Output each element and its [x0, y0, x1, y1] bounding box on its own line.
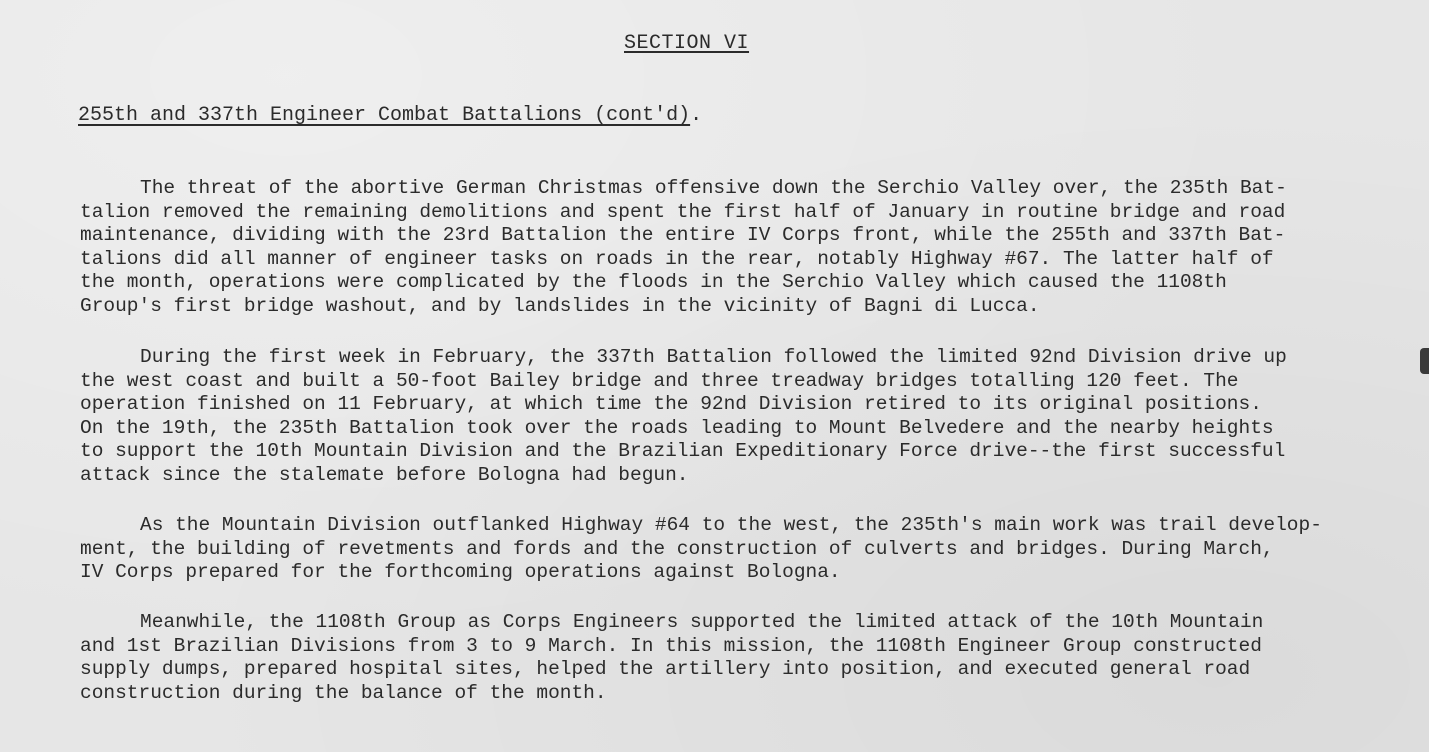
paragraph-2 — [80, 346, 1287, 487]
paragraph-line: The threat of the abortive German Christmas offensive down the Serchio Valley over, the 235th Bat- — [140, 177, 1287, 199]
paragraph-line: On the 19th, the 235th Battalion took over the roads leading to Mount Belvedere and the nearby heights — [80, 416, 1274, 439]
paragraph-line: Meanwhile, the 1108th Group as Corps Engineers supported the limited attack of the 10th Mountain — [140, 611, 1264, 633]
subheading — [78, 104, 702, 127]
section-title: SECTION VI — [624, 32, 750, 55]
paragraph-line: construction during the balance of the month. — [80, 681, 607, 704]
paragraph-line: maintenance, dividing with the 23rd Battalion the entire IV Corps front, while the 255th and 337th Bat- — [80, 224, 1286, 246]
subheading-text: 255th and 337th Engineer Combat Battalions (cont'd) — [78, 104, 691, 127]
paragraph-line: and 1st Brazilian Divisions from 3 to 9 March. In this mission, the 1108th Engineer Group constructed — [80, 634, 1262, 657]
paragraph-line: attack since the stalemate before Bologna had begun. — [80, 463, 689, 486]
paragraph-line: to support the 10th Mountain Division and the Brazilian Expeditionary Force drive--the first successful — [80, 440, 1286, 462]
paragraph-1 — [80, 177, 1287, 318]
subheading-period: . — [690, 104, 703, 127]
paragraph-line: Group's first bridge washout, and by landslides in the vicinity of Bagni di Lucca. — [80, 294, 1040, 317]
paragraph-4 — [80, 611, 1263, 705]
paragraph-line: the month, operations were complicated by the floods in the Serchio Valley which caused the 1108th — [80, 271, 1227, 293]
paragraph-line: As the Mountain Division outflanked Highway #64 to the west, the 235th's main work was trail develop- — [140, 514, 1322, 536]
paragraph-line: talions did all manner of engineer tasks on roads in the rear, notably Highway #67. The latter half of — [80, 247, 1274, 270]
paragraph-line: operation finished on 11 February, at which time the 92nd Division retired to its original positions. — [80, 393, 1262, 415]
paragraph-3 — [80, 514, 1322, 585]
paragraph-line: During the first week in February, the 337th Battalion followed the limited 92nd Division drive up — [140, 346, 1287, 368]
margin-mark — [1420, 348, 1429, 374]
paragraph-line: talion removed the remaining demolitions and spent the first half of January in routine bridge and road — [80, 200, 1286, 223]
paragraph-line: IV Corps prepared for the forthcoming operations against Bologna. — [80, 561, 841, 583]
paragraph-line: the west coast and built a 50-foot Bailey bridge and three treadway bridges totalling 120 feet. The — [80, 369, 1239, 392]
paragraph-line: ment, the building of revetments and fords and the construction of culverts and bridges. During March, — [80, 537, 1274, 560]
paragraph-line: supply dumps, prepared hospital sites, helped the artillery into position, and executed general road — [80, 658, 1251, 680]
